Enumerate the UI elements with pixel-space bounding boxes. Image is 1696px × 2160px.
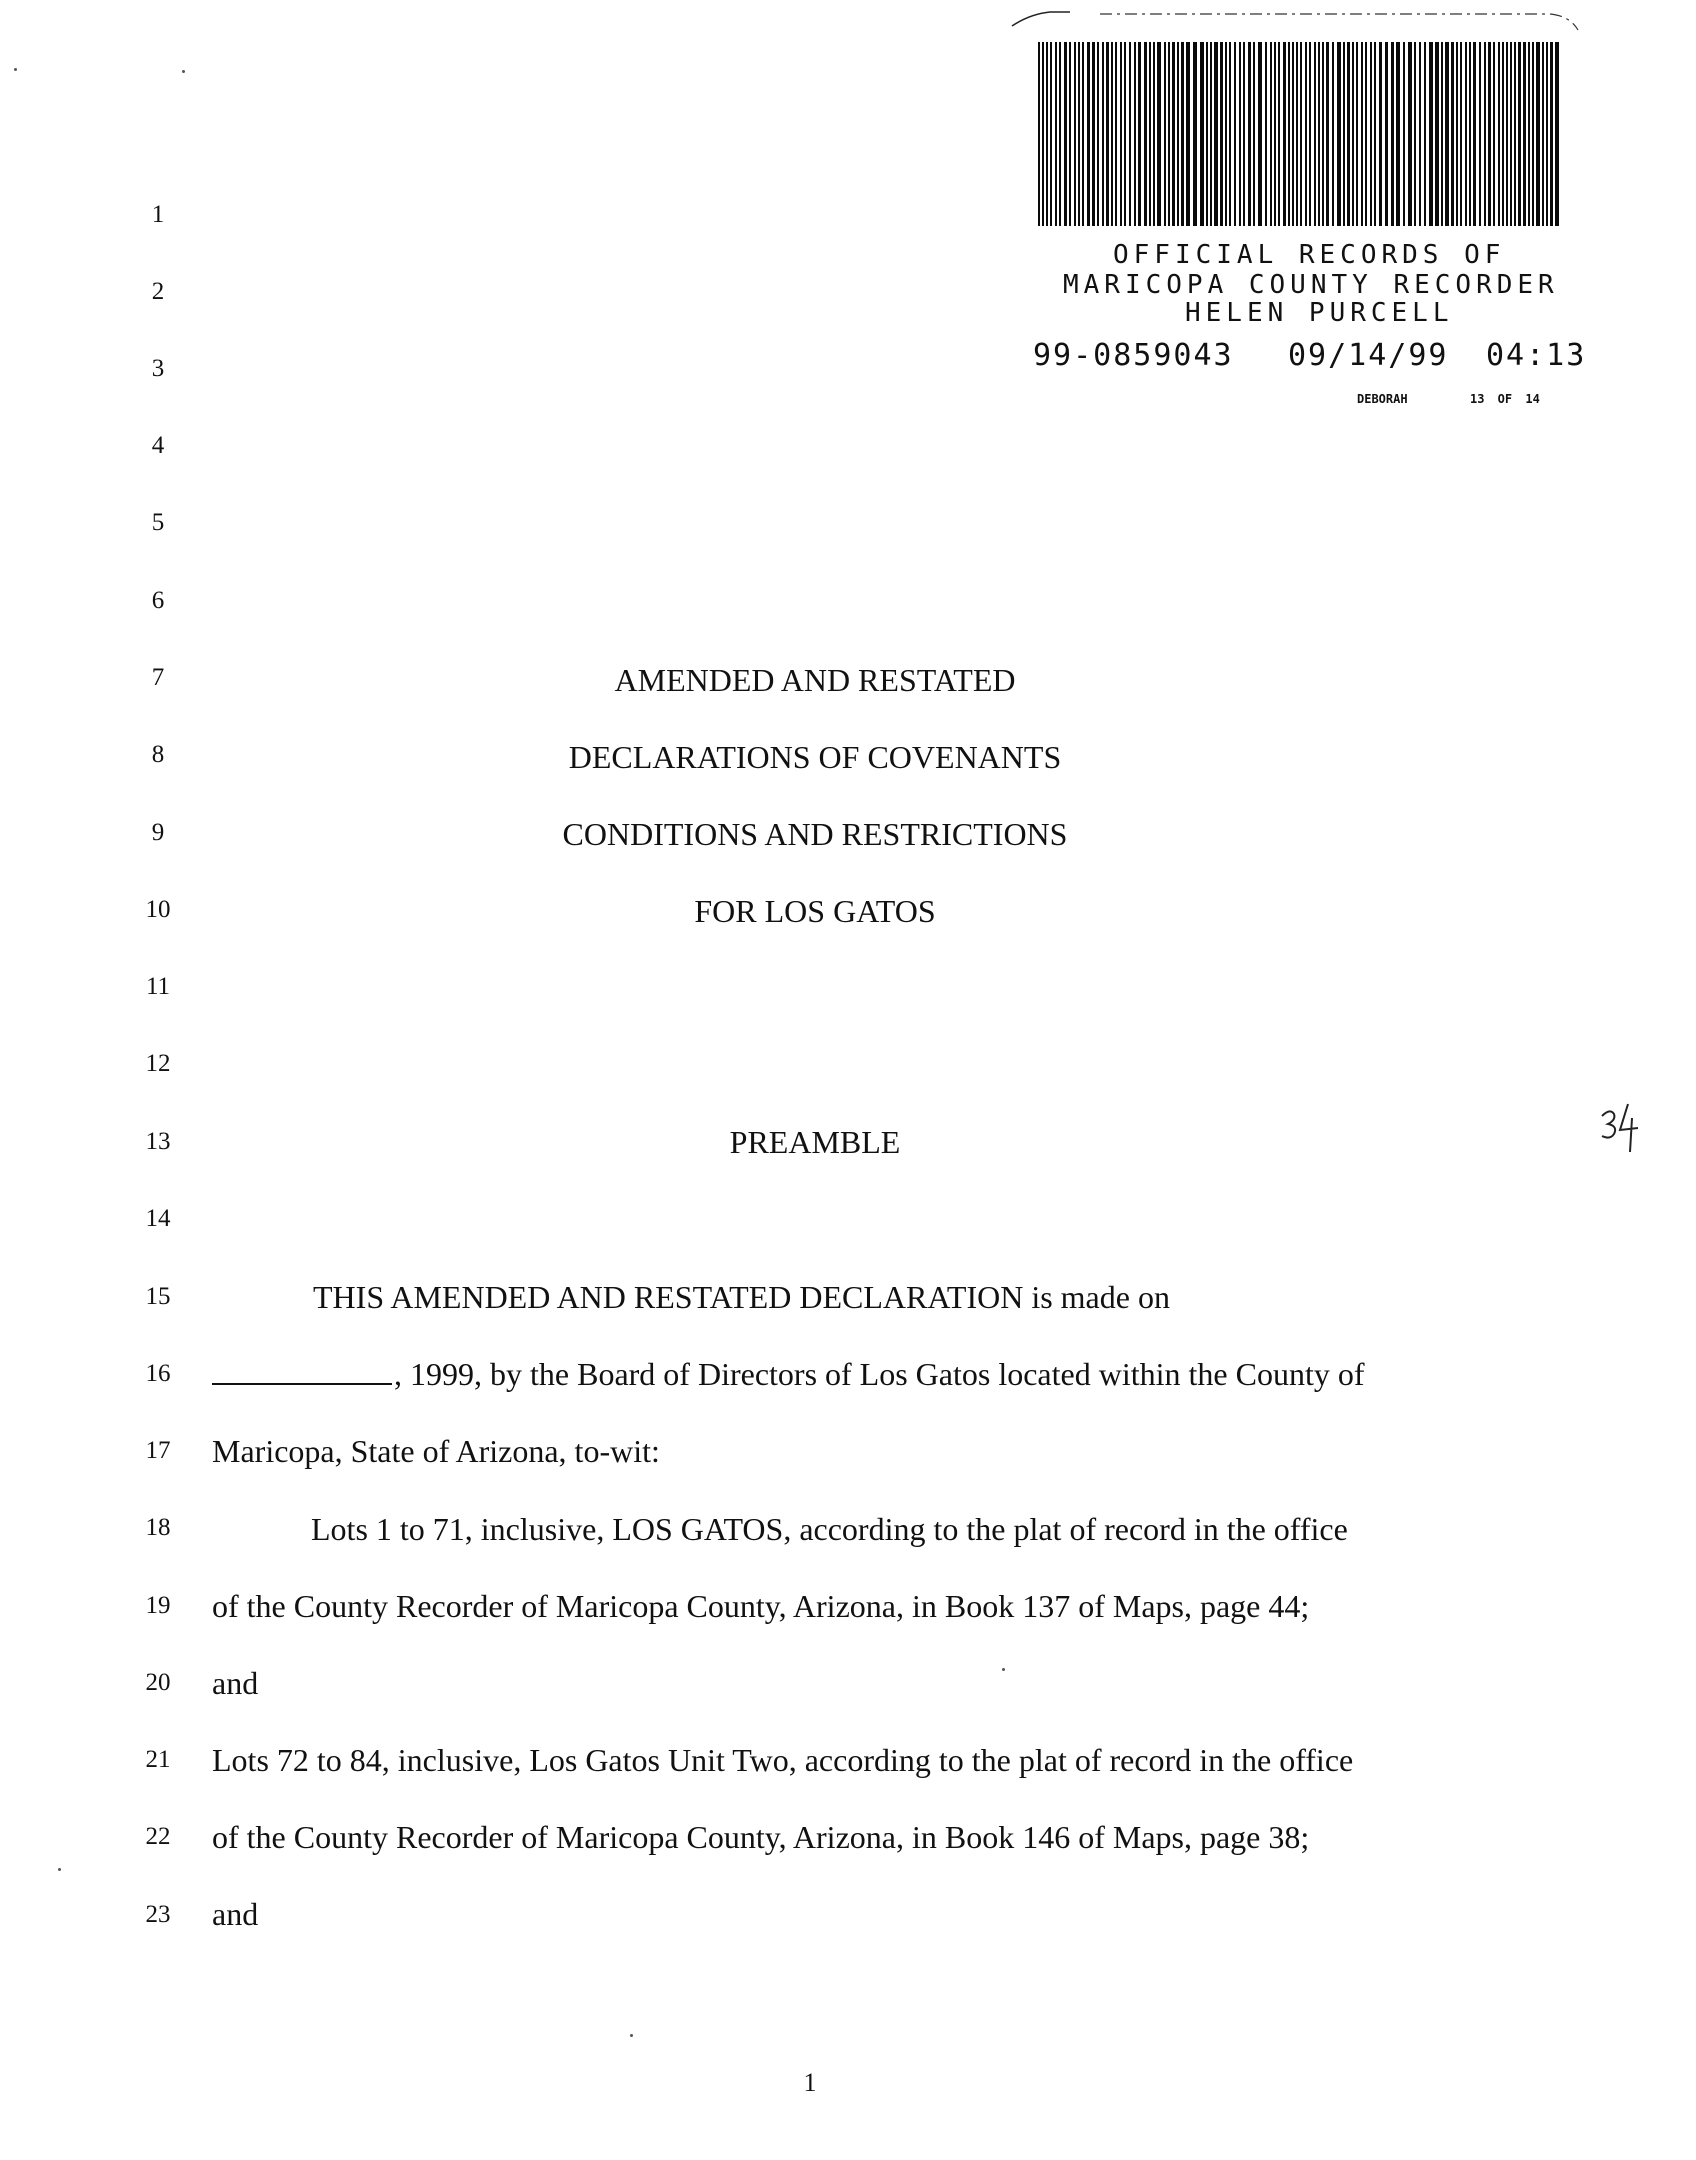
stamp-recorder-name: HELEN PURCELL xyxy=(1185,298,1454,328)
line-number: 13 xyxy=(145,1128,171,1155)
stamp-clerk: DEBORAH xyxy=(1357,392,1408,406)
line-number: 4 xyxy=(151,432,165,459)
body-line-15: THIS AMENDED AND RESTATED DECLARATION is made on xyxy=(313,1279,1170,1315)
body-line-16-text: , 1999, by the Board of Directors of Los Gatos located within the County of xyxy=(394,1356,1365,1392)
line-number: 12 xyxy=(145,1050,171,1077)
line-number-column xyxy=(0,0,200,2160)
body-line-18: Lots 1 to 71, inclusive, LOS GATOS, according to the plat of record in the office xyxy=(311,1511,1348,1547)
title-line-4: FOR LOS GATOS xyxy=(694,893,936,929)
body-line-20: and xyxy=(212,1665,259,1701)
stamp-sheet-count: 13 OF 14 xyxy=(1470,392,1540,406)
body-line-23: and xyxy=(212,1896,259,1932)
line-number: 18 xyxy=(145,1514,171,1541)
line-number: 23 xyxy=(145,1901,171,1928)
page-number: 1 xyxy=(803,2068,817,2097)
stamp-office-line: OFFICIAL RECORDS OF xyxy=(1113,240,1506,270)
body-line-17: Maricopa, State of Arizona, to-wit: xyxy=(212,1433,660,1469)
line-number: 6 xyxy=(151,587,165,614)
title-line-3: CONDITIONS AND RESTRICTIONS xyxy=(562,816,1068,852)
line-number: 14 xyxy=(145,1205,171,1232)
body-line-22: of the County Recorder of Maricopa County, Arizona, in Book 146 of Maps, page 38; xyxy=(212,1819,1310,1855)
line-number: 10 xyxy=(145,896,171,923)
stamp-time: 04:13 xyxy=(1486,338,1587,373)
title-line-2: DECLARATIONS OF COVENANTS xyxy=(568,739,1062,775)
line-number: 9 xyxy=(151,819,165,846)
scan-speck xyxy=(14,68,17,71)
stamp-frame-line xyxy=(1010,4,1580,34)
scan-speck xyxy=(630,2034,633,2037)
line-number: 20 xyxy=(145,1669,171,1696)
line-number: 19 xyxy=(145,1592,171,1619)
body-line-21: Lots 72 to 84, inclusive, Los Gatos Unit Two, according to the plat of record in the office xyxy=(212,1742,1354,1778)
line-number: 2 xyxy=(151,278,165,305)
barcode-image xyxy=(1036,42,1566,226)
stamp-document-number: 99-0859043 xyxy=(1033,338,1234,373)
section-heading-preamble: PREAMBLE xyxy=(729,1124,901,1160)
line-number: 17 xyxy=(145,1437,171,1464)
line-number: 22 xyxy=(145,1823,171,1850)
line-number: 15 xyxy=(145,1283,171,1310)
body-line-19: of the County Recorder of Maricopa County, Arizona, in Book 137 of Maps, page 44; xyxy=(212,1588,1310,1624)
line-number: 21 xyxy=(145,1746,171,1773)
scan-speck xyxy=(1002,1668,1005,1671)
scan-speck xyxy=(182,70,185,73)
line-number: 16 xyxy=(145,1360,171,1387)
line-number: 1 xyxy=(151,201,165,228)
line-number: 8 xyxy=(151,741,165,768)
line-number: 7 xyxy=(151,664,165,691)
stamp-date: 09/14/99 xyxy=(1288,338,1449,373)
line-number: 11 xyxy=(145,973,171,1000)
scan-speck xyxy=(58,1868,61,1871)
line-number: 3 xyxy=(151,355,165,382)
date-blank xyxy=(212,1355,392,1385)
stamp-county-line: MARICOPA COUNTY RECORDER xyxy=(1063,270,1559,300)
body-line-16 xyxy=(212,1354,1364,1394)
handwritten-margin-note xyxy=(1598,1100,1644,1154)
title-line-1: AMENDED AND RESTATED xyxy=(614,662,1016,698)
line-number: 5 xyxy=(151,509,165,536)
